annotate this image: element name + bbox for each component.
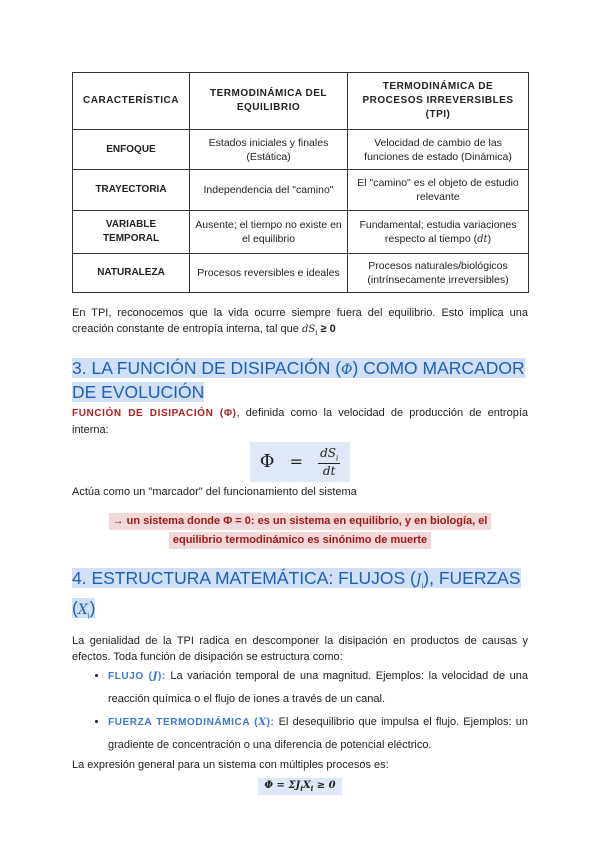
table-cell: Independencia del "camino" (190, 170, 348, 211)
list-item: • FLUJO (J): La variación temporal de una magnitud. Ejemplos: la velocidad de una reacción química o el flujo de iones a través de un canal. (108, 665, 528, 711)
table-cell: Estados iniciales y finales (Estática) (190, 130, 348, 170)
page (72, 72, 528, 795)
table-cell: Procesos reversibles e ideales (190, 254, 348, 293)
table-header: CARACTERÍSTICA (73, 73, 190, 130)
structure-paragraph: La genialidad de la TPI radica en descomponer la disipación en productos de causas y efectos. Toda función de disipación se estructura como: (72, 634, 528, 663)
table-cell: El "camino" es el objeto de estudio relevante (348, 170, 529, 211)
bullet-list (72, 665, 528, 757)
section-4-heading: 4. ESTRUCTURA MATEMÁTICA: FLUJOS $(J_i)$, FUERZAS $(X_i)$ (72, 567, 521, 621)
table-cell: Velocidad de cambio de las funciones de estado (Dinámica) (348, 130, 529, 170)
table-cell-key: TRAYECTORIA (73, 170, 190, 211)
comparison-table (72, 72, 529, 293)
table-cell: Ausente; el tiempo no existe en el equilibrio (190, 211, 348, 254)
callout: → un sistema donde Φ = 0: es un sistema en equilibrio, y en biología, el equilibrio termodinámico es sinónimo de muerte (72, 511, 528, 549)
table-cell: Fundamental; estudia variaciones respecto al tiempo (dt) (348, 211, 529, 254)
table-row (73, 254, 529, 293)
math-dt: dt (477, 233, 488, 245)
table-row (73, 170, 529, 211)
paragraph-tpi: En TPI, reconocemos que la vida ocurre siempre fuera del equilibrio. Esto implica una creación constante de entropía interna, tal que $dS_i \ge 0$ (72, 307, 528, 338)
list-item: • FUERZA TERMODINÁMICA (X): El desequilibrio que impulsa el flujo. Ejemplos: un gradiente de concentración o una diferencia de potencial eléctrico. (108, 711, 528, 757)
table-cell-key: VARIABLE TEMPORAL (73, 211, 190, 254)
table-row (73, 130, 529, 170)
marker-paragraph: Actúa como un "marcador" del funcionamiento del sistema (72, 485, 357, 498)
defined-term: FUNCIÓN DE DISIPACIÓN (Φ) (72, 408, 237, 420)
table-row (73, 211, 529, 254)
table-header-row (73, 73, 529, 130)
definition-paragraph: FUNCIÓN DE DISIPACIÓN (Φ), definida como la velocidad de producción de entropía interna: (72, 407, 529, 437)
general-expression-paragraph: La expresión general para un sistema con múltiples procesos es: (72, 758, 389, 771)
table-cell-key: NATURALEZA (73, 254, 190, 293)
section-3-heading: 3. LA FUNCIÓN DE DISIPACIÓN (Φ) COMO MARCADOR DE EVOLUCIÓN (72, 358, 525, 403)
table-cell: Procesos naturales/biológicos (intrínsecamente irreversibles) (348, 254, 529, 293)
general-formula: $\Phi = \Sigma J_iX_i \ge 0$ (72, 775, 528, 795)
table-header: TERMODINÁMICA DE PROCESOS IRREVERSIBLES (TPI) (348, 73, 529, 130)
table-header: TERMODINÁMICA DEL EQUILIBRIO (190, 73, 348, 130)
dissipation-formula: Φ = $dS_i$ dt (72, 442, 528, 481)
table-cell-key: ENFOQUE (73, 130, 190, 170)
